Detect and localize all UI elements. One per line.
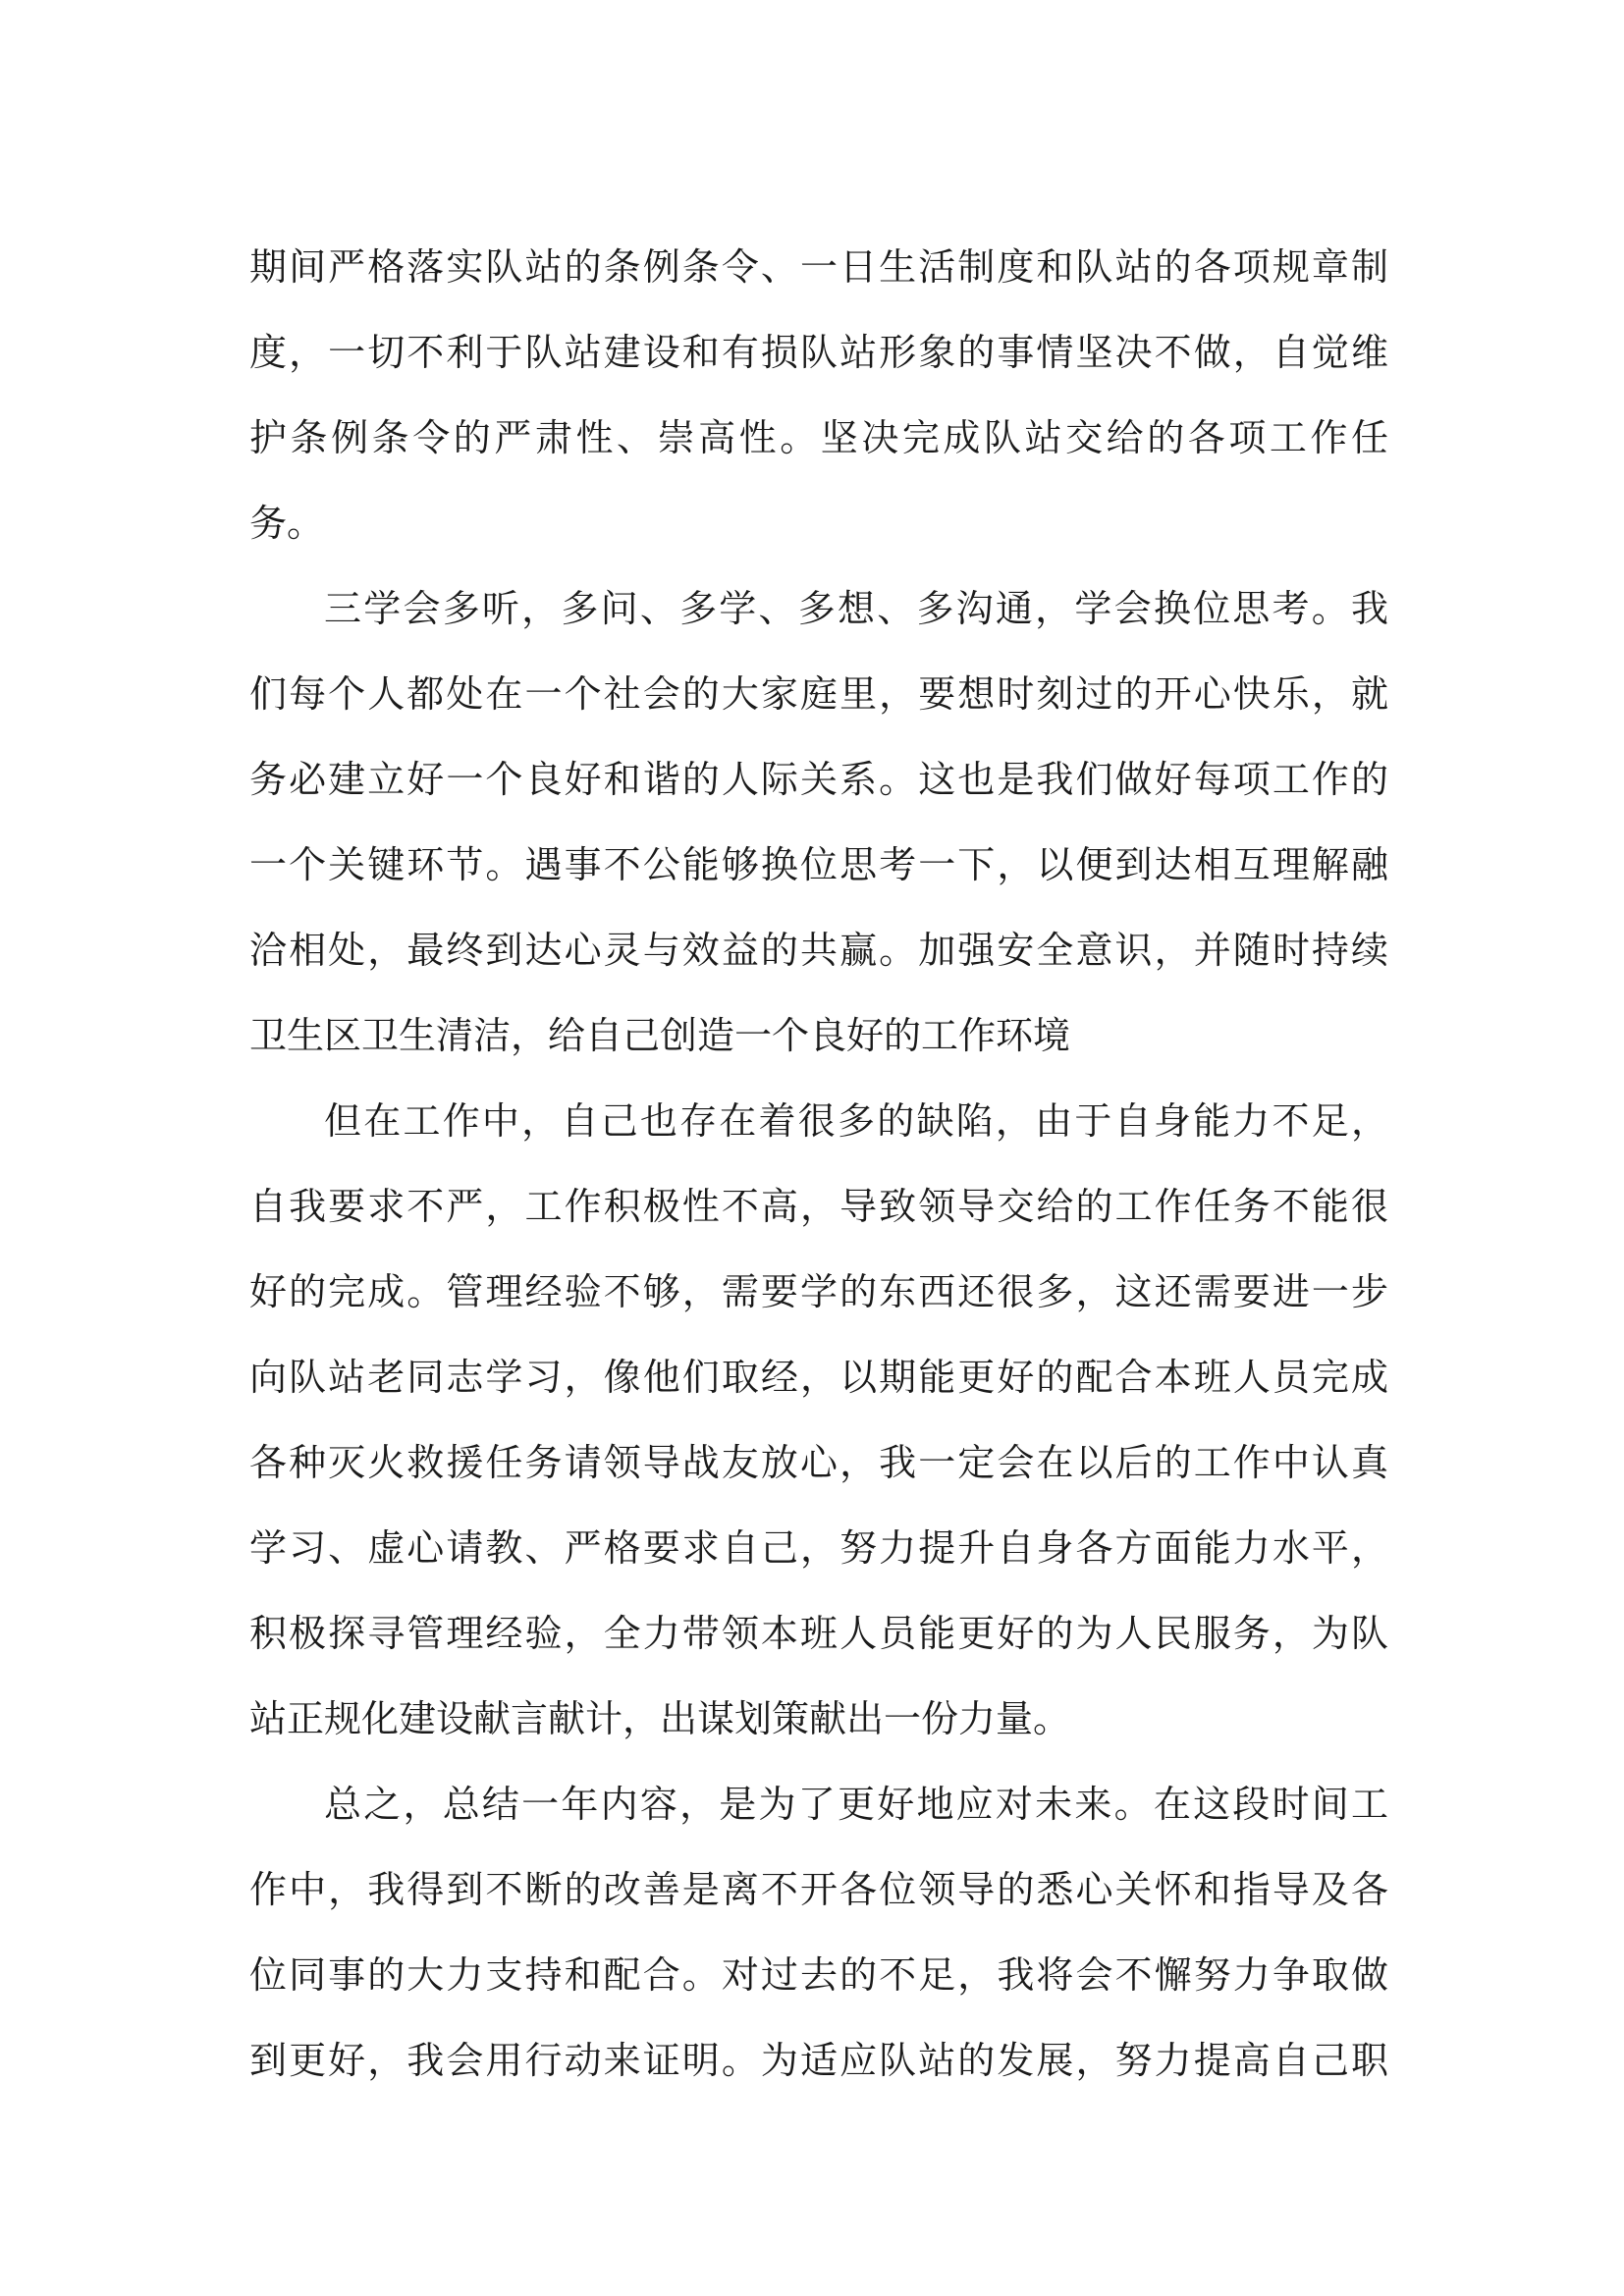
text-line: 作中，我得到不断的改善是离不开各位领导的悉心关怀和指导及各 [249, 1868, 1388, 1911]
text-line: 护条例条令的严肃性、崇高性。坚决完成队站交给的各项工作任 [249, 416, 1388, 459]
text-line: 站正规化建设献言献计，出谋划策献出一份力量。 [249, 1697, 1071, 1740]
text-line: 卫生区卫生清洁，给自己创造一个良好的工作环境 [249, 1014, 1071, 1057]
text-line: 积极探寻管理经验，全力带领本班人员能更好的为人民服务，为队 [249, 1612, 1388, 1655]
text-line: 好的完成。管理经验不够，需要学的东西还很多，这还需要进一步 [249, 1270, 1388, 1313]
text-line: 一个关键环节。遇事不公能够换位思考一下，以便到达相互理解融 [249, 843, 1388, 886]
text-line: 务。 [249, 502, 325, 545]
text-line: 到更好，我会用行动来证明。为适应队站的发展，努力提高自己职 [249, 2039, 1388, 2082]
text-line: 期间严格落实队站的条例条令、一日生活制度和队站的各项规章制 [249, 245, 1388, 289]
text-line: 各种灭火救援任务请领导战友放心，我一定会在以后的工作中认真 [249, 1441, 1388, 1484]
paragraph-first-line: 总之，总结一年内容，是为了更好地应对未来。在这段时间工 [324, 1783, 1388, 1826]
paragraph-first-line: 三学会多听，多问、多学、多想、多沟通，学会换位思考。我 [324, 587, 1388, 630]
text-line: 度，一切不利于队站建设和有损队站形象的事情坚决不做，自觉维 [249, 331, 1388, 374]
text-line: 位同事的大力支持和配合。对过去的不足，我将会不懈努力争取做 [249, 1953, 1388, 1997]
text-line: 务必建立好一个良好和谐的人际关系。这也是我们做好每项工作的 [249, 758, 1388, 801]
paragraph-first-line: 但在工作中，自己也存在着很多的缺陷，由于自身能力不足， [324, 1099, 1388, 1143]
text-line: 洽相处，最终到达心灵与效益的共赢。加强安全意识，并随时持续 [249, 929, 1388, 972]
text-line: 自我要求不严，工作积极性不高，导致领导交给的工作任务不能很 [249, 1185, 1388, 1228]
text-line: 们每个人都处在一个社会的大家庭里，要想时刻过的开心快乐，就 [249, 672, 1388, 716]
text-line: 学习、虚心请教、严格要求自己，努力提升自身各方面能力水平， [249, 1526, 1388, 1570]
text-line: 向队站老同志学习，像他们取经，以期能更好的配合本班人员完成 [249, 1356, 1388, 1399]
